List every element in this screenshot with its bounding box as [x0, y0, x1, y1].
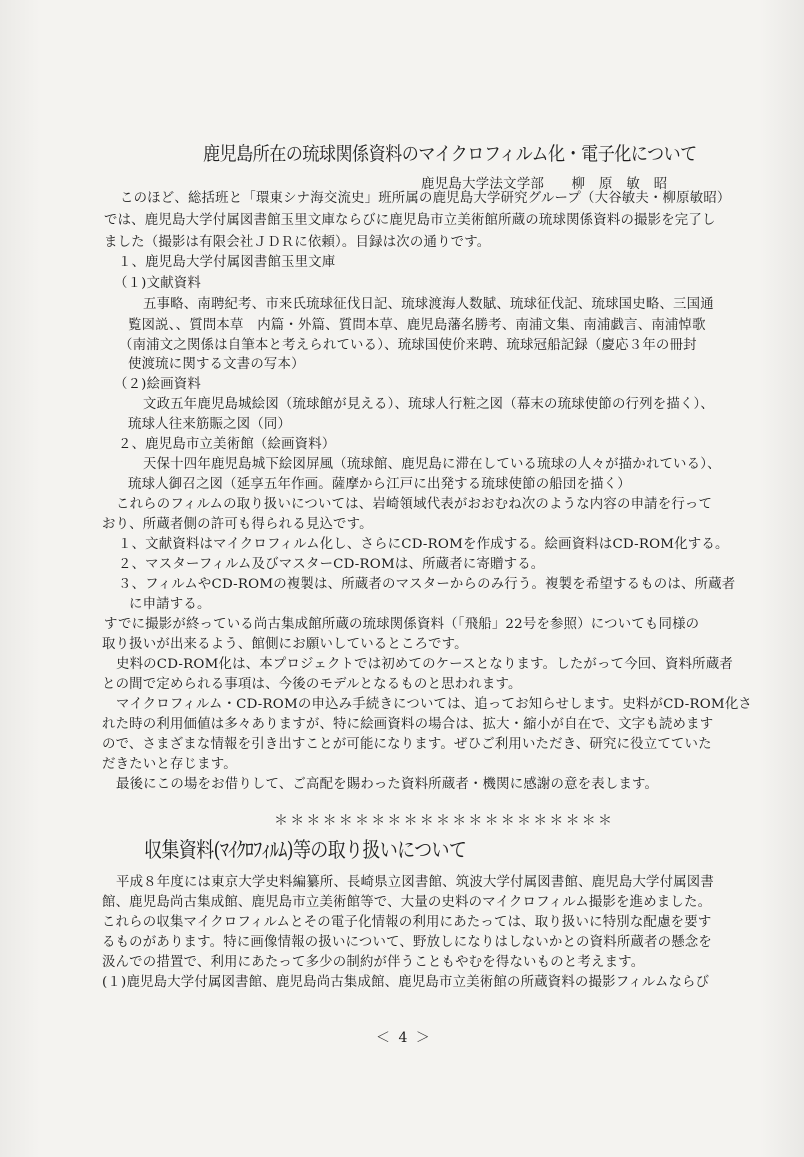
- paragraph-line: おり、所蔵者側の許可も得られる見込です。: [102, 517, 373, 532]
- paragraph-line: 史料のCD-ROM化は、本プロジェクトでは初めてのケースとなります。したがって今回、資料所蔵者: [116, 657, 733, 672]
- paragraph-line: これらのフィルムの取り扱いについては、岩崎領域代表がおおむね次のような内容の申請を行って: [116, 497, 713, 512]
- paragraph-line: このほど、総括班と「環東シナ海交流史」班所属の鹿児島大学研究グループ（大谷敏夫・柳原敏昭）: [120, 191, 731, 206]
- term-line: ２、マスターフィルム及びマスターCD-ROMは、所蔵者に寄贈する。: [118, 557, 545, 572]
- paragraph-line: すでに撮影が終っている尚古集成館所蔵の琉球関係資料（「飛船」22号を参照）についても同様の: [104, 617, 700, 632]
- list-body-line: 使渡琉に関する文書の写本）: [128, 357, 305, 372]
- paragraph-line: 館、鹿児島尚古集成館、鹿児島市立美術館等で、大量の史料のマイクロフィルム撮影を進めました。: [102, 895, 712, 910]
- paragraph-line: との間で定められる事項は、今後のモデルとなるものと思われます。: [102, 677, 522, 692]
- list-body-line: （南浦文之関係は自筆本と考えられている）、琉球国使价来聘、琉球冠船記録（慶応３年の冊封: [119, 338, 697, 353]
- list-body-line: 五事略、南聘紀考、市来氏琉球征伐日記、琉球渡海人数賦、琉球征伐記、琉球国史略、三国通: [143, 297, 714, 312]
- paragraph-line: ました（撮影は有限会社ＪＤＲに依頼）。目録は次の通りです。: [104, 235, 491, 250]
- list-body-line: 琉球人御召之図（延享五年作画。薩摩から江戸に出発する琉球使節の船団を描く）: [128, 477, 631, 492]
- paragraph-line: れた時の利用価値は多々ありますが、特に絵画資料の場合は、拡大・縮小が自在で、文字も読めます: [102, 717, 714, 732]
- paragraph-line: 汲んでの措置で、利用にあたって多少の制約が伴うこともやむを得ないものと考えます。: [102, 955, 645, 970]
- page-number: ＜ 4 ＞: [376, 1030, 432, 1046]
- paragraph-line: るものがあります。特に画像情報の扱いについて、野放しになりはしないかとの資料所蔵者の懸念を: [102, 935, 712, 950]
- list-body-line: 琉球人往来筋賑之図（同）: [128, 417, 292, 432]
- closing-line: 最後にこの場をお借りして、ご高配を賜わった資料所蔵者・機関に感謝の意を表します。: [116, 777, 659, 792]
- article-title: 鹿児島所在の琉球関係資料のマイクロフィルム化・電子化について: [203, 143, 697, 165]
- paragraph-line: マイクロフィルム・CD-ROMの申込み手続きについては、追ってお知らせします。史料がCD-ROM化さ: [116, 697, 753, 712]
- author-line: 鹿児島大学法文学部 柳 原 敏 昭: [421, 177, 668, 192]
- paragraph-line: だきたいと存じます。: [102, 757, 237, 772]
- paragraph-line: では、鹿児島大学付属図書館玉里文庫ならびに鹿児島市立美術館所蔵の琉球関係資料の撮影を完了し: [104, 213, 716, 228]
- paragraph-line: ので、さまざまな情報を引き出すことが可能になります。ぜひご利用いただき、研究に役立てていた: [102, 737, 712, 752]
- section-title: 収集資料(ﾏｲｸﾛﾌｨﾙﾑ)等の取り扱いについて: [144, 838, 467, 862]
- section-separator: ＊＊＊＊＊＊＊＊＊＊＊＊＊＊＊＊＊＊＊＊＊: [274, 813, 615, 829]
- term-line: ３、フィルムやCD-ROMの複製は、所蔵者のマスターからのみ行う。複製を希望するものは、所蔵者: [118, 577, 736, 592]
- paragraph-line: これらの収集マイクロフィルムとその電子化情報の利用にあたっては、取り扱いに特別な配慮を要す: [102, 915, 712, 930]
- list-body-line: 天保十四年鹿児島城下絵図屏風（琉球館、鹿児島に滞在している琉球の人々が描かれている）、: [143, 457, 721, 472]
- list-heading: ２、鹿児島市立美術館（絵画資料）: [118, 437, 336, 452]
- paragraph-line: 平成８年度には東京大学史料編纂所、長崎県立図書館、筑波大学付属図書館、鹿児島大学付属図書: [116, 875, 714, 890]
- term-line: に申請する。: [129, 597, 211, 612]
- list-body-line: 覧図説、、質問本草 内篇・外篇、質問本草、鹿児島藩名勝考、南浦文集、南浦戯言、南浦悼歌: [128, 318, 706, 333]
- list-heading: １、鹿児島大学付属図書館玉里文庫: [118, 255, 336, 270]
- sub-heading: （２)絵画資料: [114, 377, 201, 392]
- paragraph-line: 取り扱いが出来るよう、館側にお願いしているところです。: [102, 637, 468, 652]
- list-body-line: 文政五年鹿児島城絵図（琉球館が見える）、琉球人行粧之図（幕末の琉球使節の行列を描く）、: [143, 397, 714, 412]
- sub-heading: （１)文献資料: [114, 276, 201, 291]
- term-line: １、文献資料はマイクロフィルム化し、さらにCD-ROMを作成する。絵画資料はCD-ROM化する。: [118, 537, 729, 552]
- paragraph-line: (１)鹿児島大学付属図書館、鹿児島尚古集成館、鹿児島市立美術館の所蔵資料の撮影フィルムならび: [102, 975, 710, 990]
